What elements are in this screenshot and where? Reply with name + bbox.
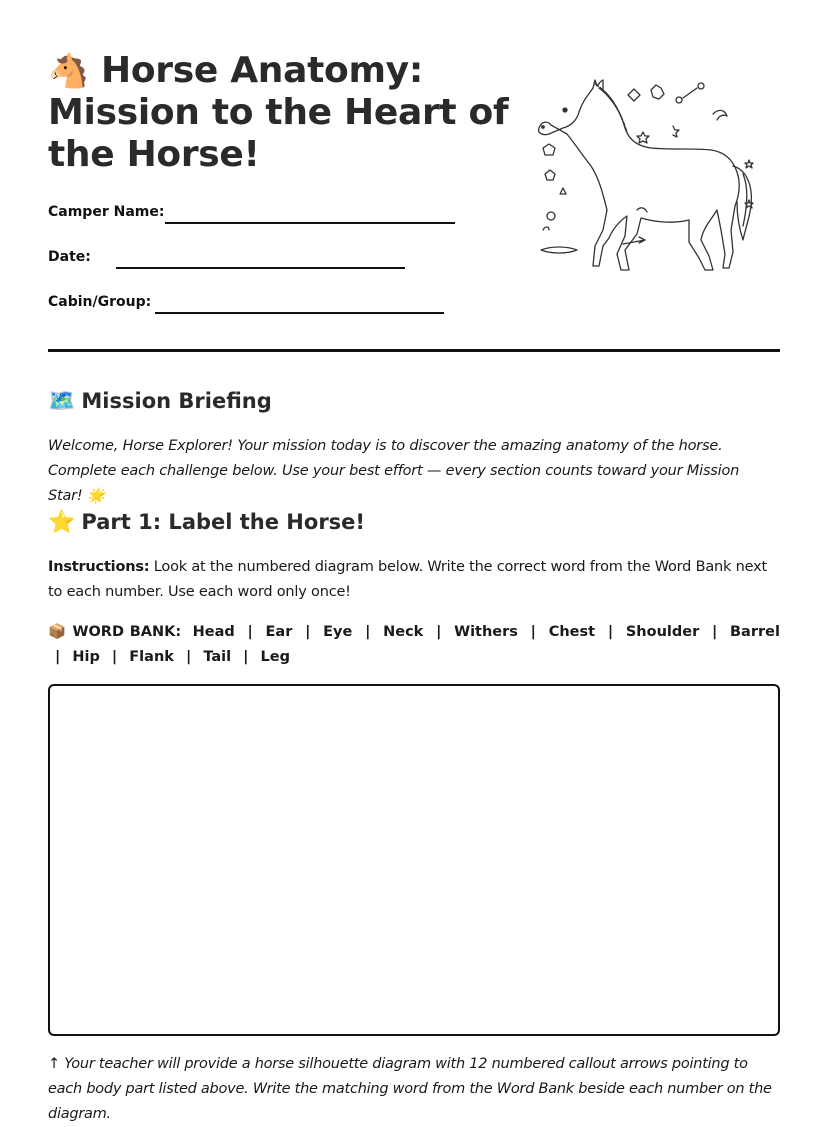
word-bank-word: Head [192,624,235,640]
word-bank-separator: | [111,649,118,665]
camper-name-field[interactable] [48,200,468,224]
diagram-footnote: ↑ Your teacher will provide a horse silhouette diagram with 12 numbered callout arrows pointing to each body part listed above. Write the matching word from the Word Bank beside each number on the diagram. [48,1056,772,1122]
word-bank-word: Shoulder [625,624,700,640]
word-bank-word: Tail [203,649,232,665]
cabin-group-field[interactable] [48,290,468,314]
word-bank-separator: | [365,624,371,640]
word-bank-word: Eye [323,624,353,640]
word-bank-separator: | [305,624,311,640]
date-field[interactable] [48,245,468,269]
word-bank-separator: | [530,624,536,640]
horse-coloring-illustration [533,70,763,285]
word-bank-word: Ear [265,624,293,640]
camper-name-blank[interactable] [165,222,455,224]
diagram-placeholder-box [48,684,780,1036]
mission-briefing-text: Welcome, Horse Explorer! Your mission today is to discover the amazing anatomy of the horse. Complete each challenge below. Use your best effort — every section counts toward your Mission Star! 🌟 [48,438,740,504]
instructions-label: Instructions: [48,559,150,575]
word-bank-word: Neck [383,624,424,640]
worksheet-page [48,0,780,1122]
part1-heading-text: Part 1: Label the Horse! [81,510,365,534]
date-label: Date: [48,249,91,265]
part1-instructions [48,555,778,605]
cabin-group-blank[interactable] [155,312,444,314]
date-blank[interactable] [116,267,405,269]
map-emoji-icon: 🗺️ [48,389,76,414]
mission-briefing-heading [48,387,272,416]
word-bank-word: Barrel [730,624,780,640]
page-title [48,50,518,176]
word-bank-separator: | [607,624,614,640]
instructions-text: Look at the numbered diagram below. Write the correct word from the Word Bank next to each number. Use each word only once! [48,559,767,600]
word-bank-separator: | [436,624,442,640]
word-bank-word: Withers [454,624,518,640]
word-bank-separator: | [247,624,253,640]
word-bank-word: Hip [72,649,100,665]
word-bank-separator: | [55,649,61,665]
word-bank-word: Flank [129,649,174,665]
word-bank-separator: | [711,624,718,640]
word-bank [48,620,780,670]
page-title-text: Horse Anatomy: Mission to the Heart of the Horse! [48,50,509,175]
camper-name-label: Camper Name: [48,204,165,220]
word-bank-word: Leg [260,649,290,665]
part1-heading [48,508,365,537]
box-emoji-icon: 📦 [48,624,67,640]
cabin-group-label: Cabin/Group: [48,294,152,310]
word-bank-word: Chest [548,624,596,640]
section-divider [48,349,780,352]
word-bank-separator: | [243,649,249,665]
star-emoji-icon: ⭐ [48,510,76,535]
word-bank-label: WORD BANK: [72,624,182,640]
horse-emoji-icon: 🐴 [48,51,89,90]
mission-briefing-heading-text: Mission Briefing [81,389,272,413]
word-bank-separator: | [185,649,192,665]
